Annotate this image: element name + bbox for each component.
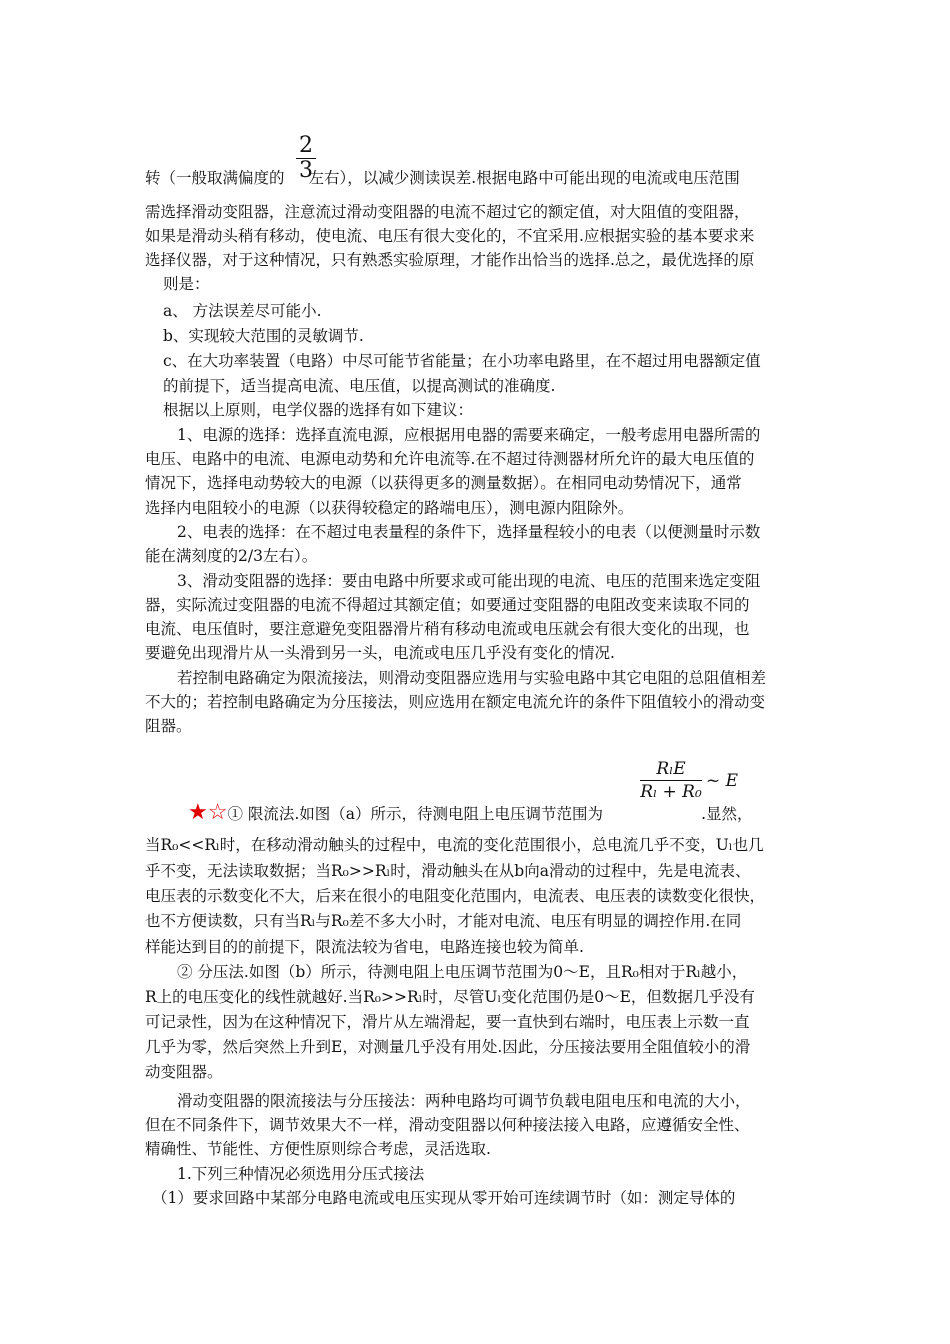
formula-numerator: RₗE: [656, 759, 686, 779]
star-icon: ★☆: [188, 800, 228, 825]
text-line: 2、电表的选择：在不超过电表量程的条件下，选择量程较小的电表（以便测量时示数: [177, 523, 761, 541]
text-line: 滑动变阻器的限流接法与分压接法：两种电路均可调节负载电阻电压和电流的大小，: [177, 1092, 751, 1110]
text-line: ② 分压法.如图（b）所示，待测电阻上电压调节范围为0～E，且R₀相对于Rₗ越小，: [177, 963, 748, 981]
list-item: b、实现较大范围的灵敏调节.: [163, 327, 364, 345]
text-line: 但在不同条件下，调节效果大不一样，滑动变阻器以何种接法接入电路，应遵循安全性、: [145, 1116, 750, 1134]
text-line: 情况下，选择电动势较大的电源（以获得更多的测量数据）。在相同电动势情况下，通常: [145, 474, 742, 492]
text-line: 电压、电路中的电流、电源电动势和允许电流等.在不超过待测器材所允许的最大电压值的: [145, 450, 755, 468]
text-line: 电压表的示数变化不大，后来在很小的电阻变化范围内，电流表、电压表的读数变化很快，: [145, 887, 766, 905]
text-line: 根据以上原则，电学仪器的选择有如下建议：: [163, 401, 474, 419]
text-line: 选择内电阻较小的电源（以获得较稳定的路端电压），测电源内阻除外。: [145, 499, 634, 517]
text-run: .显然，: [701, 805, 753, 823]
text-line: 动变阻器。: [145, 1063, 223, 1081]
text-line: 也不方便读数，只有当Rₗ与R₀差不多大小时，才能对电流、电压有明显的调控作用.在同: [145, 912, 742, 930]
list-item: a、 方法误差尽可能小.: [163, 302, 322, 320]
text-line: 3、滑动变阻器的选择：要由电路中所要求或可能出现的电流、电压的范围来选定变阻: [177, 572, 761, 590]
text-line: 的前提下，适当提高电流、电压值，以提高测试的准确度.: [163, 377, 556, 395]
text-line: 要避免出现滑片从一头滑到另一头，电流或电压几乎没有变化的情况.: [145, 644, 615, 662]
text-line: 阻器。: [145, 717, 192, 735]
fraction-denominator: 3: [296, 158, 316, 183]
formula-tail: ~ E: [706, 771, 739, 791]
fraction-numerator: 2: [299, 133, 313, 158]
text-line: 需选择滑动变阻器，注意流过滑动变阻器的电流不超过它的额定值，对大阻值的变阻器，: [145, 203, 750, 221]
text-line: [145, 167, 740, 189]
text-line: 若控制电路确定为限流接法，则滑动变阻器应选用与实验电路中其它电阻的总阻值相差: [177, 669, 767, 687]
text-line: 乎不变，无法读取数据；当R₀>>Rₗ时，滑动触头在从b向a滑动的过程中，先是电流表、: [145, 862, 751, 880]
text-line: 样能达到目的的前提下，限流法较为省电，电路连接也较为简单.: [145, 938, 584, 956]
formula-denominator: Rₗ + R₀: [640, 782, 702, 802]
text-line: 则是：: [163, 275, 210, 293]
text-run: 左右），以减少测读误差.根据电路中可能出现的电流或电压范围: [308, 169, 740, 187]
text-line: 几乎为零，然后突然上升到E，对测量几乎没有用处.因此，分压接法要用全阻值较小的滑: [145, 1038, 751, 1056]
formula-fraction: [640, 758, 702, 803]
text-line: [188, 802, 753, 825]
text-line: 器，实际流过变阻器的电流不得超过其额定值；如要通过变阻器的电阻改变来读取不同的: [145, 596, 750, 614]
text-run: ① 限流法.如图（a）所示，待测电阻上电压调节范围为: [227, 805, 604, 823]
text-line: 不大的；若控制电路确定为分压接法，则应选用在额定电流允许的条件下阻值较小的滑动变: [145, 693, 766, 711]
text-line: 1.下列三种情况必须选用分压式接法: [177, 1165, 425, 1183]
text-line: 如果是滑动头稍有移动，使电流、电压有很大变化的，不宜采用.应根据实验的基本要求来: [145, 227, 755, 245]
text-line: 电流、电压值时，要注意避免变阻器滑片稍有移动电流或电压就会有很大变化的出现，也: [145, 620, 750, 638]
text-line: R上的电压变化的线性就越好.当R₀>>Rₗ时，尽管Uₗ变化范围仍是0～E，但数据几乎没有: [145, 988, 755, 1006]
list-item: c、在大功率装置（电路）中尽可能节省能量；在小功率电路里，在不超过用电器额定值: [163, 352, 761, 370]
text-line: 可记录性，因为在这种情况下，滑片从左端滑起，要一直快到右端时，电压表上示数一直: [145, 1013, 750, 1031]
text-line: 选择仪器，对于这种情况，只有熟悉实验原理，才能作出恰当的选择.总之，最优选择的原: [145, 251, 755, 269]
text-line: 当R₀<<Rₗ时，在移动滑动触头的过程中，电流的变化范围很小，总电流几乎不变，Uₗ也几: [145, 836, 764, 854]
text-line: 能在满刻度的2/3左右）。: [145, 547, 318, 565]
text-line: 精确性、节能性、方便性原则综合考虑，灵活选取.: [145, 1140, 491, 1158]
text-run: 转（一般取满偏度的: [145, 169, 285, 187]
text-line: （1）要求回路中某部分电路电流或电压实现从零开始可连续调节时（如：测定导体的: [152, 1189, 736, 1207]
text-line: 1、电源的选择：选择直流电源，应根据用电器的需要来确定，一般考虑用电器所需的: [177, 426, 761, 444]
